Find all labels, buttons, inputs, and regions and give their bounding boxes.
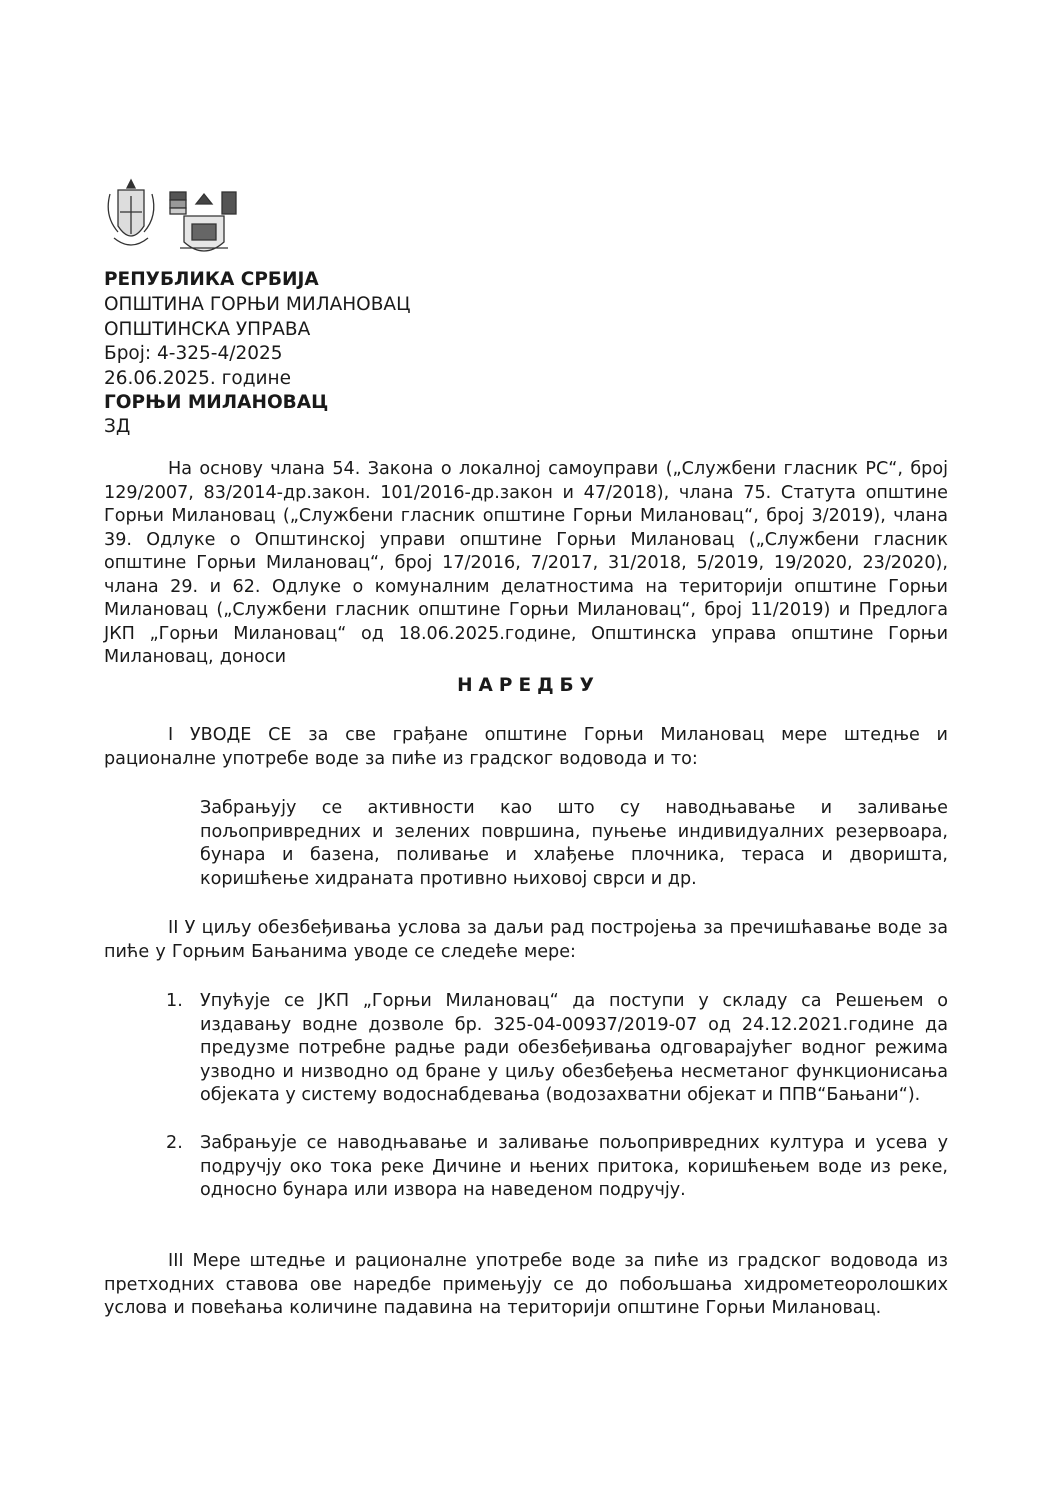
section-3-paragraph: III Мере штедње и рационалне употребе воде за пиће из градског водовода из претходних ставова ове наредбе примењују се до побољшања хидрометеоролошких услова и повећања количине падавина на територији општине Горњи Милановац. xyxy=(104,1251,948,1318)
administration-name: ОПШТИНСКА УПРАВА xyxy=(104,319,311,340)
document-city: ГОРЊИ МИЛАНОВАЦ xyxy=(104,392,329,413)
document-number: Број: 4-325-4/2025 xyxy=(104,343,283,364)
coats-of-arms xyxy=(104,176,254,264)
serbia-coat-of-arms-icon xyxy=(108,180,154,245)
section-1-detail: Забрањују се активности као што су наводњавање и заливање пољопривредних и зелених површина, пуњење индивидуалних резервоара, бунара и базена, поливање и хлађење плочника, тераса и дворишта, коришћење хидраната противно њиховој сврси и др. xyxy=(200,798,948,889)
section-1-intro: I УВОДЕ СЕ за све грађане општине Горњи Милановац мере штедње и рационалне употребе воде за пиће из градског водовода и то: xyxy=(104,725,948,769)
preamble-paragraph: На основу члана 54. Закона о локалној самоуправи („Службени гласник РС“, број 129/2007, 83/2014-др.закон. 101/2016-др.закон и 47/2018), члана 75. Статута општине Горњи Милановац („Службени гласник општине Горњи Милановац“, број 3/2019), члана 39. Одлуке о Општинској управи општине Горњи Милановац („Службени гласник општине Горњи Милановац“, број 17/2016, 7/2017, 31/2018, 5/2019, 19/2020, 23/2020), члана 29. и 62. Одлуке о комуналним делатностима на територији општине Горњи Милановац („Службени гласник општине Горњи Милановац“, број 11/2019) и Предлога ЈКП „Горњи Милановац“ од 18.06.2025.године, Општинска управа општине Горњи Милановац, доноси xyxy=(104,459,948,667)
document-title: НАРЕДБУ xyxy=(457,675,600,696)
list-item-number: 1. xyxy=(166,991,183,1011)
list-item-number: 2. xyxy=(166,1133,183,1153)
list-item-text: Упућује се ЈКП „Горњи Милановац“ да поступи у складу са Решењем о издавању водне дозволе бр. 325-04-00937/2019-07 од 24.12.2021.године да предузме потребне радње ради обезбеђивања одговарајућег водног режима узводно и низводно од бране у циљу обезбеђења несметаног функционисања објеката у систему водоснабдевања (водозахватни објекат и ППВ“Бањани“). xyxy=(200,991,948,1105)
municipality-coat-of-arms-icon xyxy=(170,192,236,251)
document-date: 26.06.2025. године xyxy=(104,368,292,389)
republic-name: РЕПУБЛИКА СРБИЈА xyxy=(104,269,319,290)
list-item-text: Забрањује се наводњавање и заливање пољопривредних култура и усева у подручју око тока реке Дичине и њених притока, коришћењем воде из реке, односно бунара или извора на наведеном подручју. xyxy=(200,1133,948,1200)
document-mark: ЗД xyxy=(104,416,131,437)
section-2-intro: II У циљу обезбеђивања услова за даљи рад постројења за пречишћавање воде за пиће у Горњим Бањанима уводе се следеће мере: xyxy=(104,918,948,962)
municipality-name: ОПШТИНА ГОРЊИ МИЛАНОВАЦ xyxy=(104,294,411,315)
